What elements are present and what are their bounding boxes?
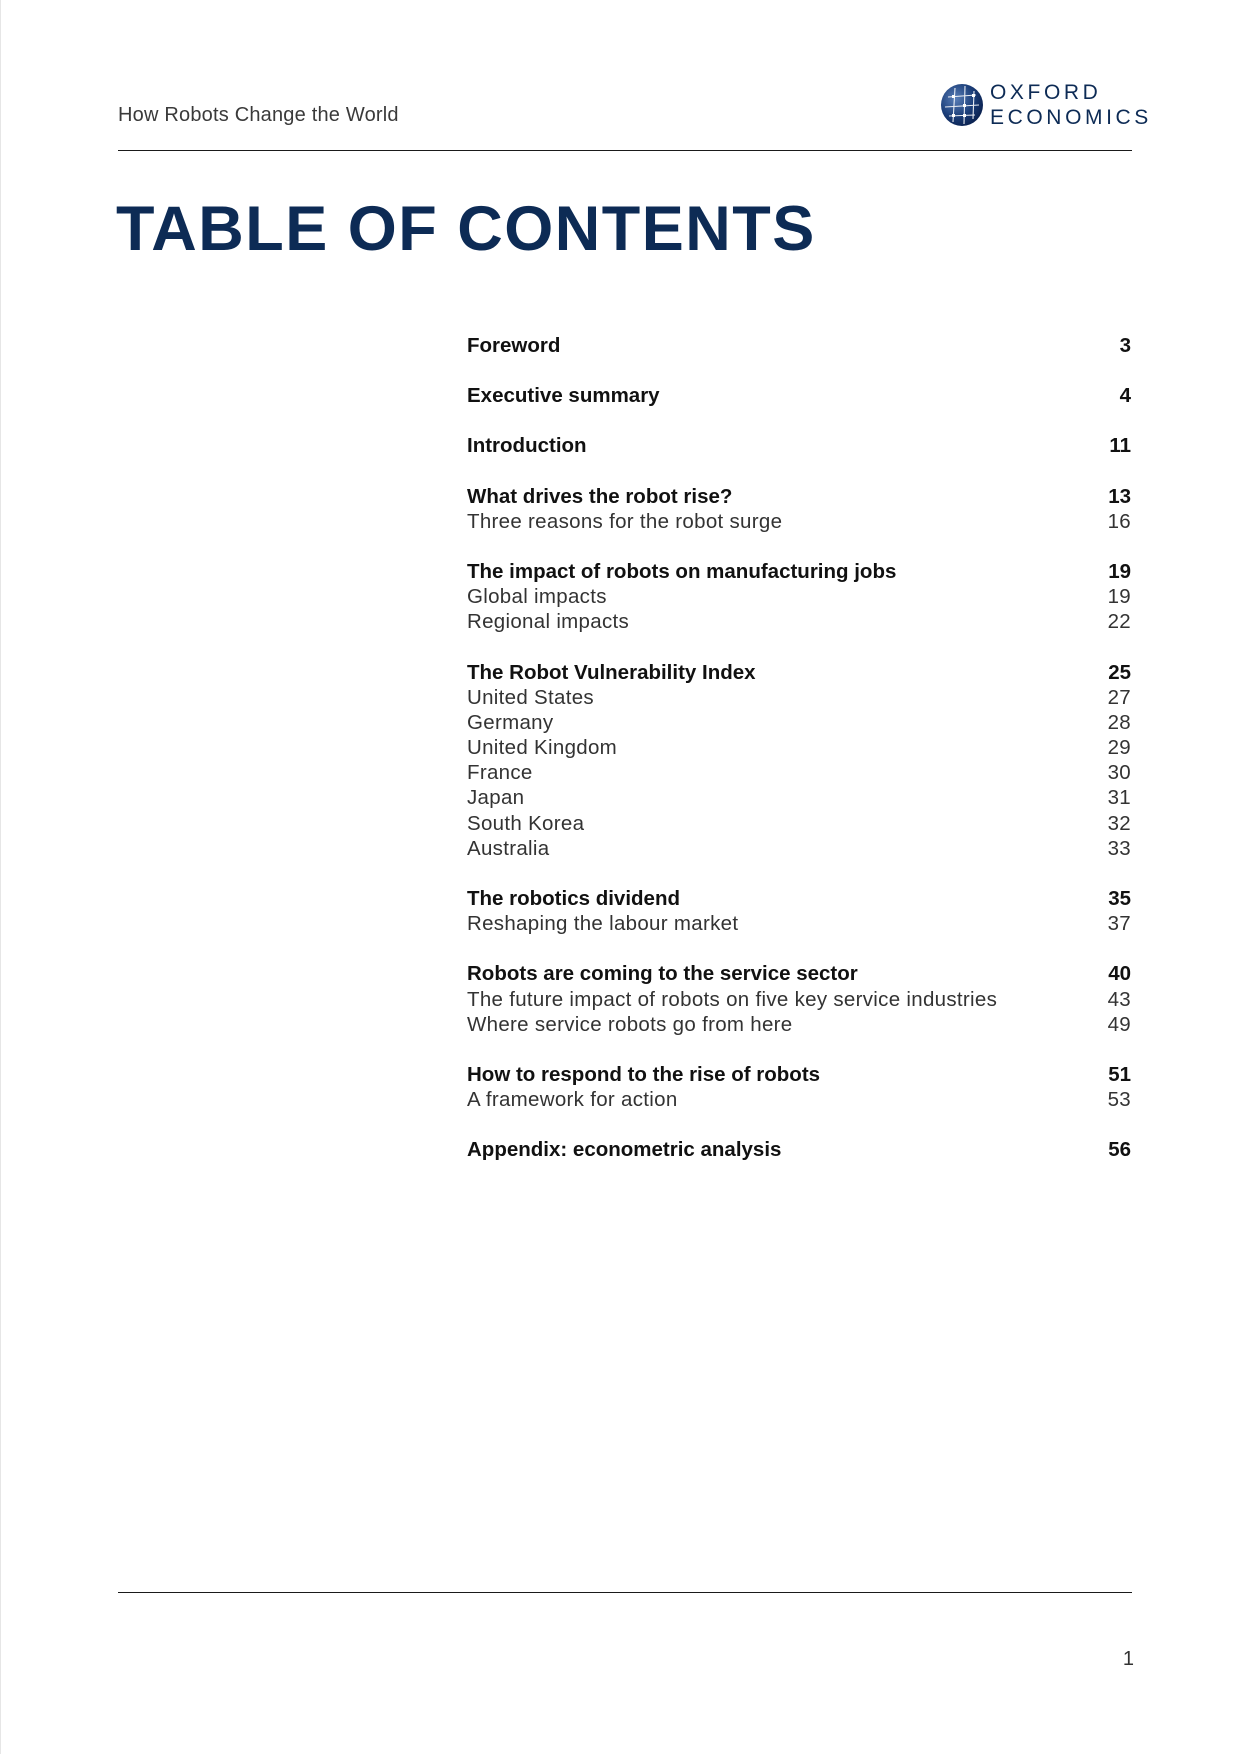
toc-subentry[interactable]: [467, 735, 1131, 760]
toc-entry-page: 25: [1108, 660, 1131, 684]
toc-subentry-title: Regional impacts: [467, 610, 630, 634]
toc-subentry[interactable]: [467, 785, 1131, 810]
toc-subentry[interactable]: [467, 1087, 1131, 1112]
toc-entry-page: 51: [1108, 1062, 1131, 1086]
toc-subentry-page: 28: [1107, 710, 1131, 734]
toc-entry[interactable]: [467, 1137, 1131, 1162]
toc-subentry-title: Three reasons for the robot surge: [467, 509, 783, 533]
toc-subentry-page: 27: [1107, 685, 1131, 709]
toc-entry-title: The robotics dividend: [467, 887, 680, 910]
toc-entry[interactable]: [467, 886, 1131, 911]
toc-subentry-page: 33: [1107, 836, 1131, 860]
toc-section: [467, 383, 1131, 408]
toc-section: [467, 484, 1131, 534]
toc-subentry-title: A framework for action: [467, 1088, 678, 1112]
toc-subentry-title: Japan: [467, 786, 525, 810]
table-of-contents: [467, 333, 1131, 1188]
toc-subentry-page: 30: [1107, 761, 1131, 785]
toc-subentry-page: 53: [1107, 1088, 1131, 1112]
toc-subentry-title: South Korea: [467, 811, 585, 835]
toc-subentry[interactable]: [467, 811, 1131, 836]
toc-entry-page: 19: [1108, 559, 1131, 583]
logo-line-2: ECONOMICS: [990, 106, 1152, 129]
toc-entry-page: 35: [1108, 887, 1131, 910]
toc-entry-page: 3: [1119, 334, 1131, 357]
toc-subentry-title: Australia: [467, 836, 550, 860]
toc-subentry-title: France: [467, 761, 533, 785]
toc-section: [467, 886, 1131, 936]
toc-subentry[interactable]: [467, 584, 1131, 609]
toc-entry[interactable]: [467, 1062, 1131, 1087]
toc-subentry-title: Global impacts: [467, 585, 607, 609]
toc-section: [467, 433, 1131, 458]
toc-entry-title: The Robot Vulnerability Index: [467, 660, 756, 684]
toc-subentry-page: 32: [1107, 811, 1131, 835]
toc-entry[interactable]: [467, 660, 1131, 685]
toc-subentry[interactable]: [467, 509, 1131, 534]
toc-subentry[interactable]: [467, 685, 1131, 710]
toc-subentry-title: The future impact of robots on five key service industries: [467, 987, 998, 1011]
toc-entry-page: 40: [1108, 962, 1131, 986]
globe-icon: [940, 83, 984, 127]
toc-entry[interactable]: [467, 961, 1131, 986]
toc-entry-page: 11: [1109, 434, 1131, 458]
toc-subentry-title: Germany: [467, 710, 554, 734]
toc-section: [467, 333, 1131, 358]
toc-entry[interactable]: [467, 433, 1131, 458]
toc-entry[interactable]: [467, 333, 1131, 358]
logo-line-1: OXFORD: [990, 81, 1102, 104]
oxford-economics-logo: [940, 80, 1152, 130]
toc-subentry-title: United States: [467, 685, 594, 709]
toc-subentry-page: 29: [1107, 736, 1131, 760]
toc-subentry[interactable]: [467, 609, 1131, 634]
page-title: TABLE OF CONTENTS: [116, 194, 816, 264]
toc-subentry[interactable]: [467, 911, 1131, 936]
page-edge: [0, 0, 1, 1754]
toc-entry-page: 56: [1108, 1138, 1131, 1162]
toc-subentry-page: 31: [1107, 786, 1131, 810]
toc-entry[interactable]: [467, 383, 1131, 408]
toc-subentry-page: 37: [1107, 912, 1131, 936]
toc-subentry-page: 49: [1107, 1012, 1131, 1036]
page-number: 1: [1122, 1648, 1134, 1670]
toc-entry-title: Introduction: [467, 434, 587, 458]
toc-subentry[interactable]: [467, 710, 1131, 735]
toc-entry-title: How to respond to the rise of robots: [467, 1062, 821, 1086]
toc-entry-page: 13: [1108, 484, 1131, 508]
toc-entry[interactable]: [467, 559, 1131, 584]
toc-entry[interactable]: [467, 484, 1131, 509]
toc-entry-title: Executive summary: [467, 384, 660, 408]
footer-divider: [118, 1592, 1132, 1593]
toc-subentry-page: 19: [1107, 585, 1131, 609]
toc-subentry-page: 43: [1107, 987, 1131, 1011]
toc-subentry-page: 22: [1107, 610, 1131, 634]
toc-section: [467, 660, 1131, 862]
toc-entry-title: Foreword: [467, 334, 561, 357]
toc-subentry[interactable]: [467, 836, 1131, 861]
toc-section: [467, 559, 1131, 635]
toc-entry-title: Appendix: econometric analysis: [467, 1138, 782, 1162]
toc-entry-title: Robots are coming to the service sector: [467, 962, 858, 986]
toc-subentry[interactable]: [467, 1012, 1131, 1037]
toc-subentry-title: Where service robots go from here: [467, 1012, 793, 1036]
toc-subentry-title: Reshaping the labour market: [467, 912, 739, 936]
toc-entry-page: 4: [1119, 384, 1131, 408]
toc-section: [467, 1137, 1131, 1162]
running-header-title: How Robots Change the World: [118, 104, 399, 126]
toc-section: [467, 961, 1131, 1037]
header-divider: [118, 150, 1132, 151]
toc-subentry[interactable]: [467, 760, 1131, 785]
toc-section: [467, 1062, 1131, 1112]
toc-subentry-page: 16: [1107, 509, 1131, 533]
toc-subentry-title: United Kingdom: [467, 736, 618, 760]
toc-entry-title: The impact of robots on manufacturing jobs: [467, 559, 897, 583]
logo-wordmark: [990, 80, 1152, 130]
toc-entry-title: What drives the robot rise?: [467, 484, 733, 508]
toc-subentry[interactable]: [467, 987, 1131, 1012]
